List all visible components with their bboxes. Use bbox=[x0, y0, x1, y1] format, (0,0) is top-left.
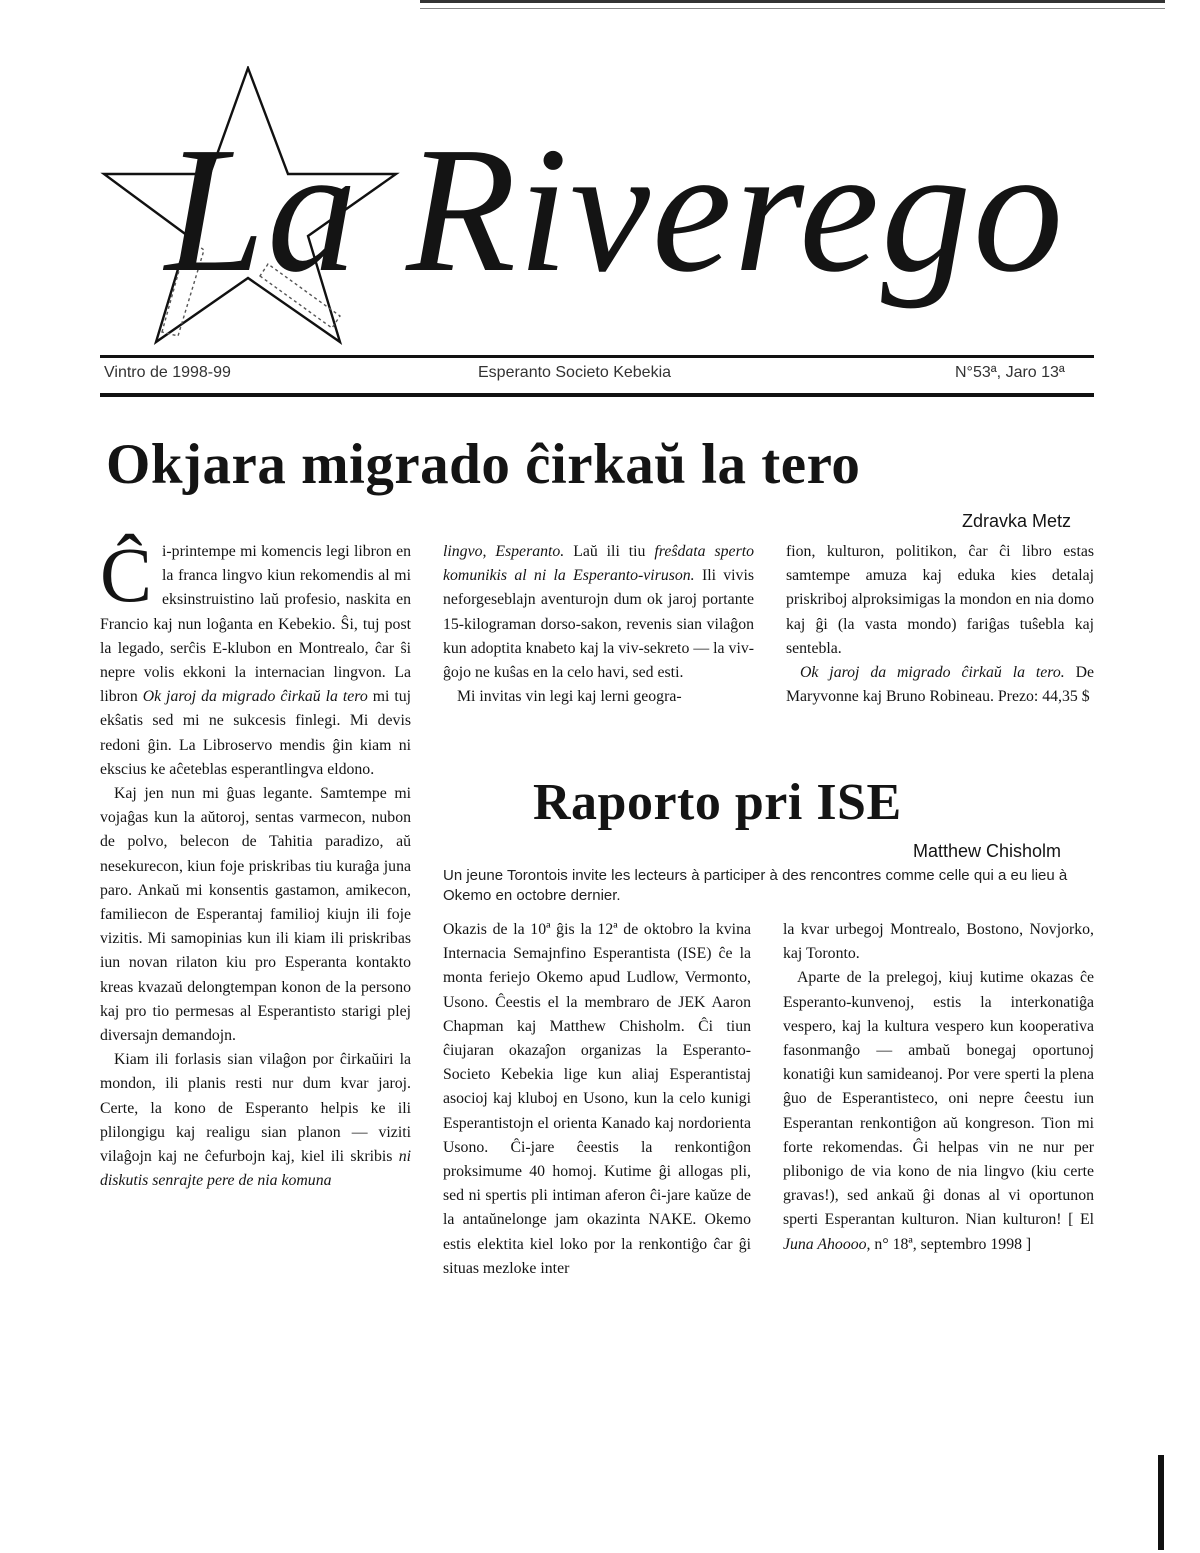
article2-author: Matthew Chisholm bbox=[913, 841, 1062, 861]
article2-col2-text: Aparte de la prelegoj, kiuj kutime okazas ĉe Esperanto-kunvenoj, estis la interkonatiĝa vespero, kaj la kultura vespero kun kooperativa fasonmanĝo — ambaŭ bonegaj oportunoj konatiĝi kun samideanoj. Por vere sperti la plena ĝuo de Esperantisteco, oni nepre ĉeestu iun Esperantan renkontiĝon aŭ kongreson. Tion mi forte rekomendas. Ĝi helpas vin ne nur per plibonigo de via kono de nia lingvo (kiu certe gravas!), sed ankaŭ ĝi donas al vi oportunon sperti Esperantan kulturon. Nian kulturon! bbox=[783, 969, 1094, 1229]
margin-mark bbox=[1158, 1455, 1164, 1550]
article2-col1-paragraph-1: Okazis de la 10ª ĝis la 12ª de oktobro la kvina Internacia Semajnfino Esperantista (ISE) ĉe la monta feriejo Okemo apud Ludlow, Vermonto, Usono. Ĉeestis el la membraro de JEK Aaron Chapman kaj Matthew Chisholm. Ĉi tiun ĉiujaran okazaĵon organizas la Esperanto-Societo Kebekia lige kun aliaj Esperantistaj asocioj kaj kluboj en Usono, kun la celo kunigi Esperantistojn el orienta Kanado kaj nordorienta Usono. Ĉi-jare ĉeestis la renkontiĝon proksimume 40 homoj. Kutime ĝi allogas pli, sed ni spertis pli intiman aferon ĉi-jare kaŭze de la antaŭnelonge jam okazinta NAKE. Okemo estis elektita kiel loko por la renkontiĝo ĉar ĝi situas mezloke inter bbox=[443, 921, 751, 1277]
issue-number: N°53ª, Jaro 13ª bbox=[955, 364, 1065, 381]
masthead-rule-bottom bbox=[100, 393, 1094, 397]
article1-col2-text-b: Ili vivis neforgeseblajn aventurojn dum ok jaroj portante 15-kilograman dorso-sakon, revenis sian vilaĝon kun adoptita knabeto kaj la viv-sekreto — la viv-ĝojo ne kuŝas en la celo havi, sed esti. bbox=[443, 567, 754, 682]
article2-headline: Raporto pri ISE bbox=[533, 774, 902, 831]
article1-col3-paragraph-2 bbox=[786, 661, 1094, 709]
article1-paragraph-3 bbox=[100, 1048, 411, 1193]
article1-col2-italic-a: lingvo, Esperanto. bbox=[443, 543, 565, 560]
article2-lead: Un jeune Torontois invite les lecteurs à participer à des rencontres comme celle qui a eu lieu à Okemo en octobre dernier. bbox=[443, 867, 1068, 904]
article1-p1-end: mi tuj ekŝatis sed mi ne sukcesis finlegi. Mi devis redoni ĝin. La Libroservo mendis ĝin kiam ni ekscius ke aĉeteblas esperantlingva eldono. bbox=[100, 688, 411, 778]
article2-col2-paragraph-1: la kvar urbegoj Montrealo, Bostono, Novjorko, kaj Toronto. bbox=[783, 921, 1094, 963]
article1-column-1 bbox=[100, 531, 411, 1193]
masthead-rule-top bbox=[100, 355, 1094, 358]
top-rule bbox=[420, 0, 1165, 3]
article1-headline: Okjara migrado ĉirkaŭ la tero bbox=[106, 433, 861, 496]
article1-col2-paragraph-2: Mi invitas vin legi kaj lerni geogra- bbox=[457, 688, 682, 706]
article1-col3-price: De Maryvonne kaj Bruno Robineau. Prezo: 44,35 $ bbox=[786, 664, 1094, 706]
article2-column-2 bbox=[783, 918, 1094, 1257]
article2-source-b: n° 18ª, septembro 1998 ] bbox=[874, 1235, 1032, 1253]
article2-source-a: [ El bbox=[1068, 1211, 1094, 1229]
article1-paragraph-1 bbox=[100, 531, 411, 782]
article2-column-1 bbox=[443, 918, 751, 1281]
article1-dropcap: Ĉ bbox=[100, 531, 153, 618]
article2-col2-paragraph-2 bbox=[783, 966, 1094, 1256]
article1-p3-italic: ni diskutis senrajte pere de nia komuna bbox=[100, 1148, 411, 1190]
article1-col3-book-title: Ok jaroj da migrado ĉirkaŭ la tero. bbox=[800, 664, 1065, 682]
article1-col2-text-a: Laŭ ili tiu bbox=[573, 543, 646, 560]
article1-paragraph-2: Kaj jen nun mi ĝuas legante. Samtempe mi vojaĝas kun la aŭtoroj, sentas varmecon, nubon de polvo, belecon de Tahitia paradizo, aŭ nesekurecon, kiun foje priskribas tiu kuraĝa juna paro. Ankaŭ mi konsentis gastamon, amikecon, familiecon de Esperantaj familioj kiujn ili foje vizitis. Mi samopinias kun ili kiam ili priskribas iun novan rilaton kiu pro Esperanta kontakto kreas kvazaŭ delongtempan konon de la persono kaj pro tio permesas al Esperantisto starigi plej diversajn demandojn. bbox=[100, 785, 411, 1045]
article1-column-2 bbox=[443, 540, 754, 709]
article1-author: Zdravka Metz bbox=[962, 511, 1072, 531]
article1-col2-paragraph-1 bbox=[443, 540, 754, 685]
article1-p1-text: i-printempe mi komencis legi libron en la franca lingvo kiun rekomendis al mi eksinstruistino laŭ profesio, naskita en Francio kaj nun loĝanta en Kebekio. Ŝi, tuj post la legado, serĉis E-klubon en Montrealo, ĉar ŝi nepre volis ekkoni la internacian lingvon. La libron bbox=[100, 543, 411, 706]
article1-col2-italic-b: freŝdata sperto komunikis al ni la Esperanto-viruson. bbox=[443, 543, 755, 585]
top-rule-thin bbox=[420, 8, 1165, 9]
issue-date: Vintro de 1998-99 bbox=[104, 364, 231, 381]
publisher-name: Esperanto Societo Kebekia bbox=[478, 364, 672, 381]
article1-book-title: Ok jaroj da migrado ĉirkaŭ la tero bbox=[142, 688, 368, 706]
masthead-title: La Riverego bbox=[165, 110, 1066, 309]
article1-p3-text: Kiam ili forlasis sian vilaĝon por ĉirkaŭiri la mondon, ili planis resti nur dum kvar jaroj. Certe, la kono de Esperanto helpis ke ili plilongigu kaj realigu sian planon — viziti vilaĝojn kaj ne ĉefurbojn kaj, kiel ili skribis bbox=[100, 1051, 411, 1166]
article1-col3-paragraph-1: fion, kulturon, politikon, ĉar ĉi libro estas samtempe amuza kaj eduka kies detalaj priskriboj alproksimigas la mondon en nia domo kaj ĝi (la vasta mondo) fariĝas tuŝebla kaj sentebla. bbox=[786, 543, 1094, 657]
article2-source-title: Juna Ahoooo, bbox=[783, 1235, 871, 1253]
article1-column-3 bbox=[786, 540, 1094, 709]
